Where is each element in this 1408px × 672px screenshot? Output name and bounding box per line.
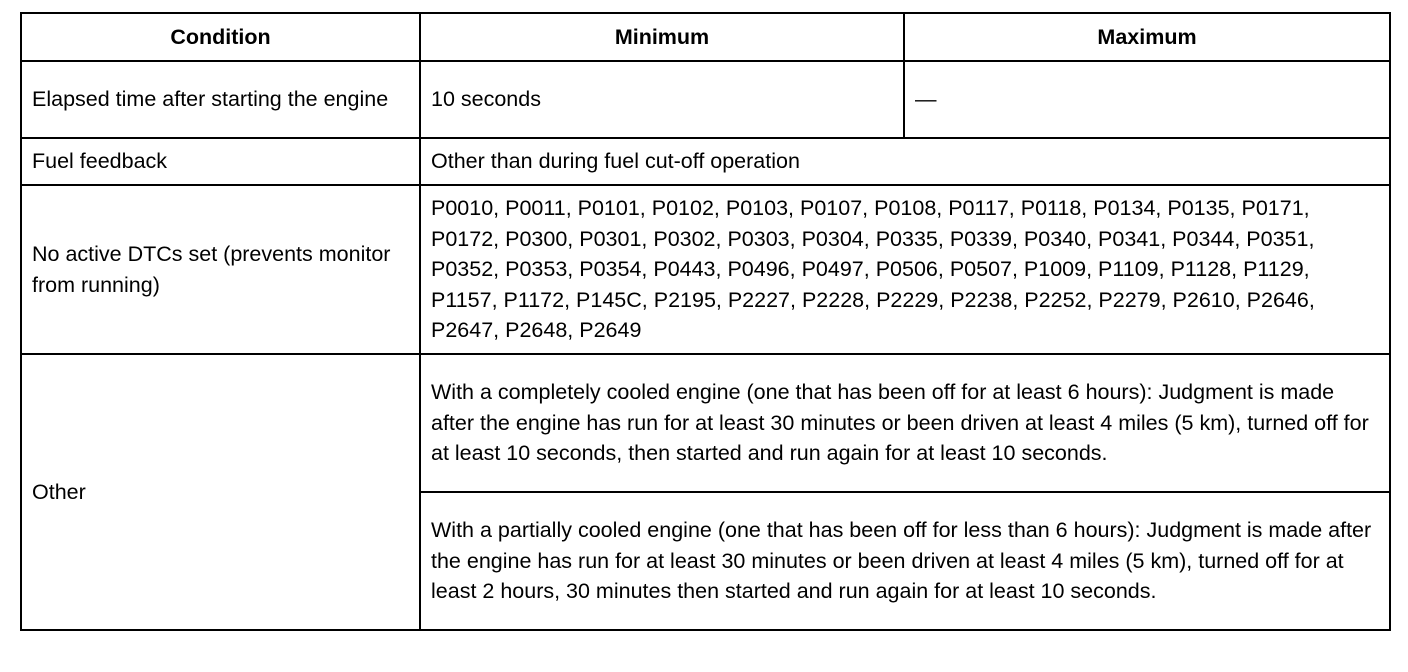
condition-cell: Fuel feedback xyxy=(21,138,420,185)
dtc-list-cell: P0010, P0011, P0101, P0102, P0103, P0107, P0108, P0117, P0118, P0134, P0135, P0171, P0172, P0300, P0301, P0302, P0303, P0304, P0335, P0339, P0340, P0341, P0344, P0351, P0352, P0353, P0354, P0443, P0496, P0497, P0506, P0507, P1009, P1109, P1128, P1129, P1157, P1172, P145C, P2195, P2227, P2228, P2229, P2238, P2252, P2279, P2610, P2646, P2647, P2648, P2649 xyxy=(420,185,1390,354)
header-condition: Condition xyxy=(21,13,420,61)
value-cell: With a completely cooled engine (one that has been off for at least 6 hours): Judgment is made after the engine has run for at least 30 minutes or been driven at least 4 miles (5 km), turned off for at least 10 seconds, then started and run again for at least 10 seconds. xyxy=(420,354,1390,492)
conditions-table xyxy=(20,12,1391,631)
header-minimum: Minimum xyxy=(420,13,904,61)
table-row xyxy=(21,138,1390,185)
maximum-cell: — xyxy=(904,61,1390,138)
value-cell: Other than during fuel cut-off operation xyxy=(420,138,1390,185)
table-row xyxy=(21,354,1390,492)
table-row xyxy=(21,61,1390,138)
condition-cell: Other xyxy=(21,354,420,630)
minimum-cell: 10 seconds xyxy=(420,61,904,138)
header-maximum: Maximum xyxy=(904,13,1390,61)
header-row xyxy=(21,13,1390,61)
table-row xyxy=(21,185,1390,354)
condition-cell: Elapsed time after starting the engine xyxy=(21,61,420,138)
condition-cell: No active DTCs set (prevents monitor from running) xyxy=(21,185,420,354)
value-cell: With a partially cooled engine (one that has been off for less than 6 hours): Judgment is made after the engine has run for at least 30 minutes or been driven at least 4 miles (5 km), turned off for at least 2 hours, 30 minutes then started and run again for at least 10 seconds. xyxy=(420,492,1390,630)
